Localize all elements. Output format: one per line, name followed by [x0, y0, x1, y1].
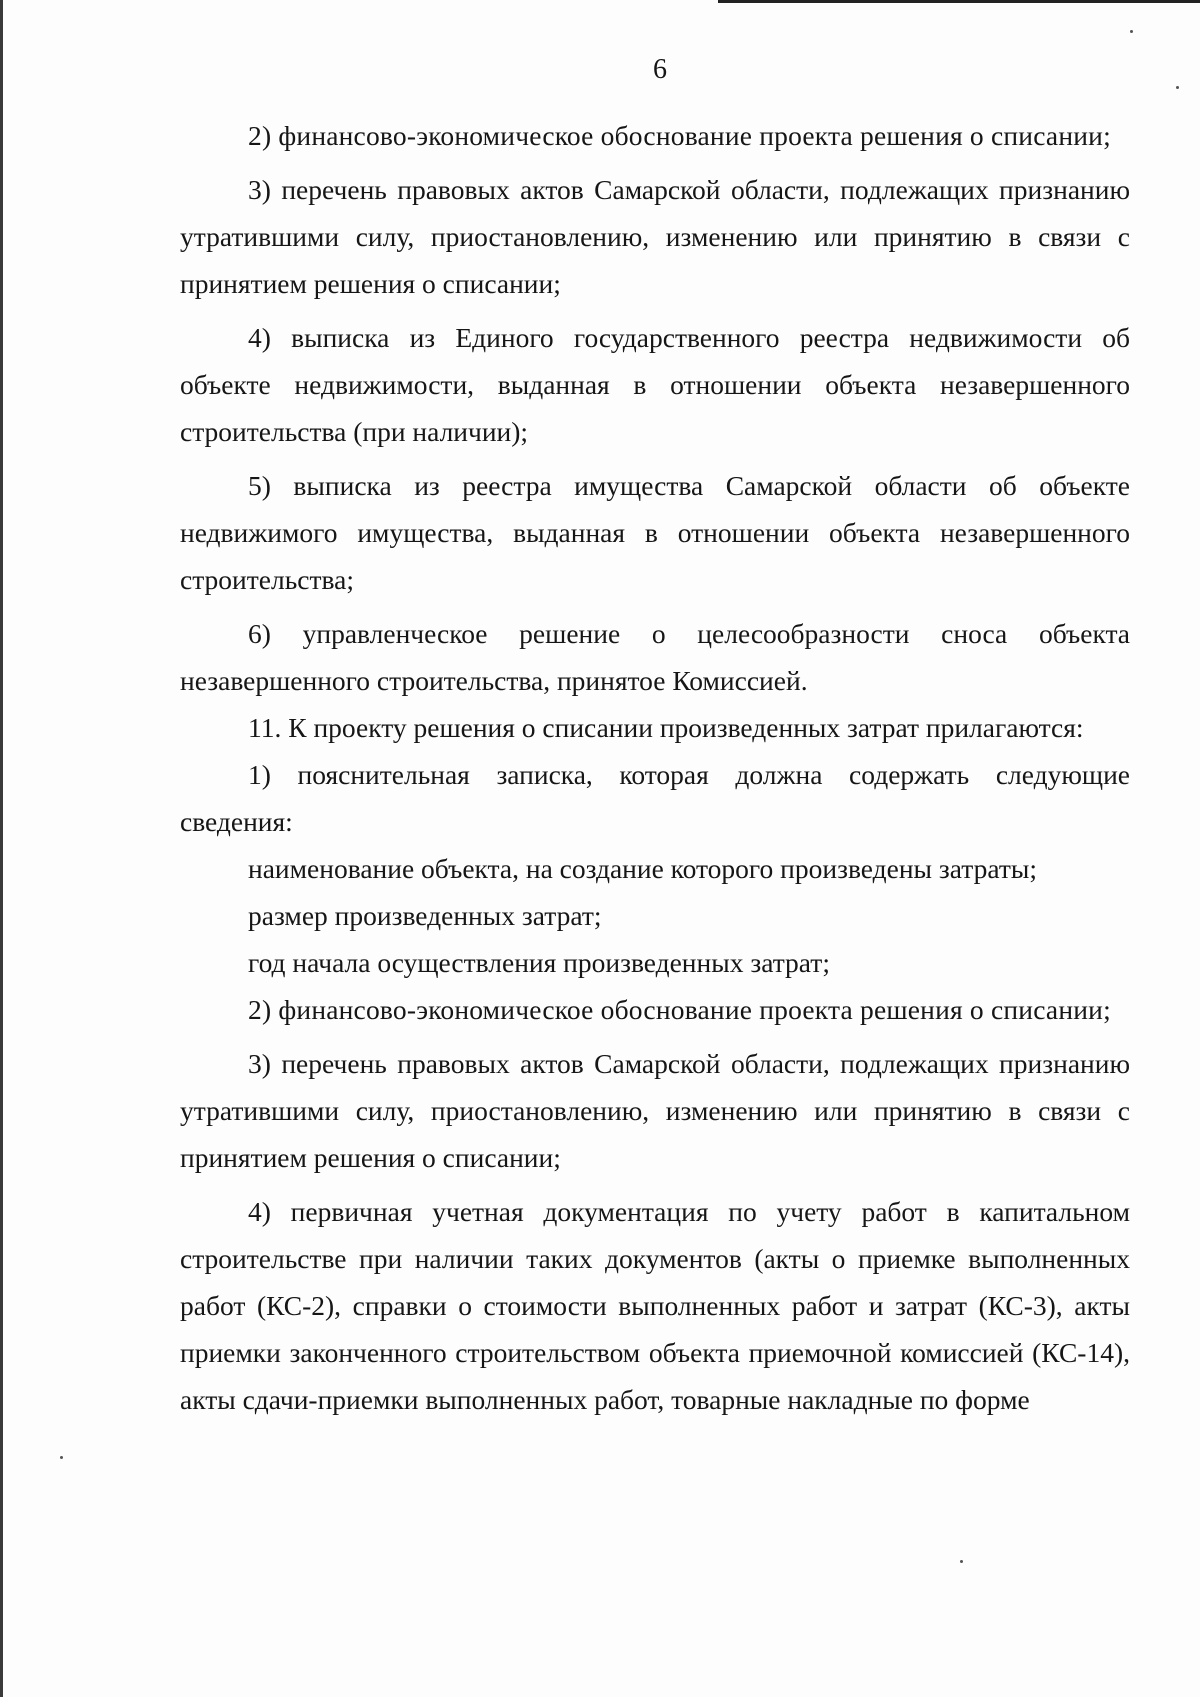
paragraph-item-5-registry-extract: 5) выписка из реестра имущества Самарской области об объекте недвижимого имущества, выданная в отношении объекта незавершенного строительства; [180, 470, 1130, 595]
paragraph-item-6-management-decision: 6) управленческое решение о целесообразности сноса объекта незавершенного строительства, принятое Комиссией. [180, 618, 1130, 696]
scan-top-rule [718, 0, 1200, 3]
list-item-costs-amount: размер произведенных затрат; [248, 900, 602, 931]
paragraph-item-3-legal-acts-list-repeat: 3) перечень правовых актов Самарской области, подлежащих признанию утратившими силу, приостановлению, изменению или принятию в связи с принятием решения о списании; [180, 1048, 1130, 1173]
document-body [180, 112, 1130, 1423]
paragraph-item-4-egrn-extract: 4) выписка из Единого государственного реестра недвижимости об объекте недвижимости, выданная в отношении объекта незавершенного строительства (при наличии); [180, 322, 1130, 447]
list-item-start-year: год начала осуществления произведенных затрат; [248, 947, 830, 978]
scan-speck [1130, 30, 1133, 33]
scan-speck [1176, 86, 1179, 89]
list-item-object-name: наименование объекта, на создание которого произведены затраты; [248, 853, 1037, 884]
paragraph-item-3-legal-acts-list: 3) перечень правовых актов Самарской области, подлежащих признанию утратившими силу, приостановлению, изменению или принятию в связи с принятием решения о списании; [180, 174, 1130, 299]
scan-speck [60, 1456, 63, 1459]
paragraph-item-1-explanatory-note: 1) пояснительная записка, которая должна содержать следующие сведения: [180, 759, 1130, 837]
paragraph-clause-11: 11. К проекту решения о списании произведенных затрат прилагаются: [248, 712, 1084, 743]
scan-left-edge [0, 0, 3, 1697]
paragraph-item-2-financial-justification: 2) финансово-экономическое обоснование проекта решения о списании; [248, 120, 1111, 151]
page-number: 6 [653, 54, 667, 85]
paragraph-item-2-financial-justification-repeat: 2) финансово-экономическое обоснование проекта решения о списании; [248, 994, 1111, 1025]
paragraph-item-4-primary-documentation: 4) первичная учетная документация по учету работ в капитальном строительстве при наличии таких документов (акты о приемке выполненных работ (КС-2), справки о стоимости выполненных работ и затрат (КС-3), акты приемки законченного строительством объекта приемочной комиссией (КС-14), акты сдачи-приемки выполненных работ, товарные накладные по форме [180, 1196, 1130, 1415]
scan-speck [960, 1560, 963, 1563]
